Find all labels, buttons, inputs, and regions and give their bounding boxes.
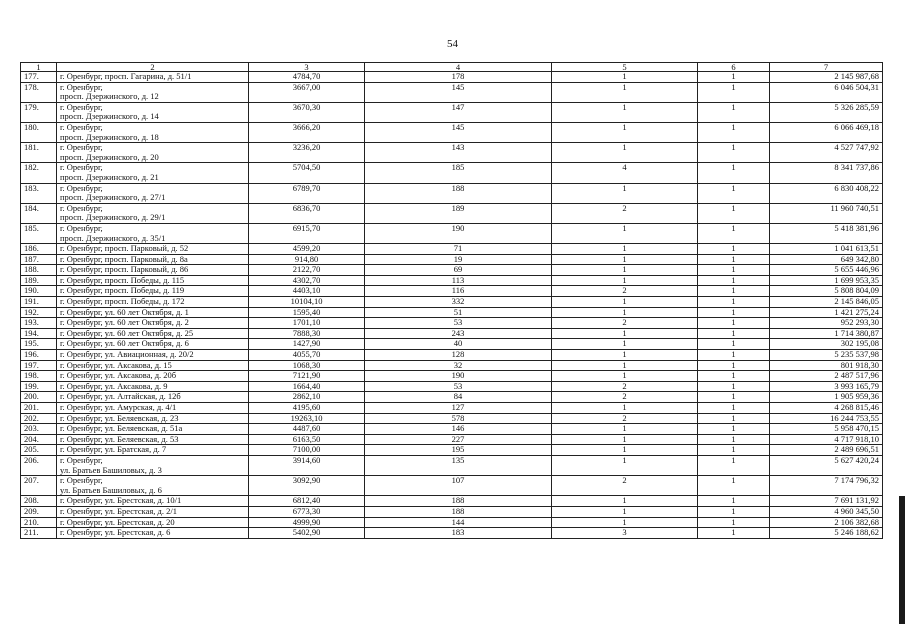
column-4-cell: 147 xyxy=(365,102,552,122)
table-row xyxy=(21,82,883,102)
cost-cell: 7 174 796,32 xyxy=(770,476,883,496)
table-row xyxy=(21,517,883,528)
column-4-cell: 40 xyxy=(365,339,552,350)
column-header: 3 xyxy=(249,63,365,72)
address-cell: г. Оренбург, ул. Аксакова, д. 9 xyxy=(57,381,249,392)
column-5-cell: 1 xyxy=(552,183,698,203)
table-row xyxy=(21,122,883,142)
address-cell: г. Оренбург, просп. Дзержинского, д. 35/1 xyxy=(57,223,249,243)
area-cell: 914,80 xyxy=(249,254,365,265)
column-6-cell: 1 xyxy=(698,163,770,183)
column-6-cell: 1 xyxy=(698,360,770,371)
column-6-cell: 1 xyxy=(698,528,770,539)
address-cell: г. Оренбург, ул. 60 лет Октября, д. 6 xyxy=(57,339,249,350)
address-cell: г. Оренбург, ул. Беляевская, д. 51а xyxy=(57,424,249,435)
row-number-cell: 196. xyxy=(21,350,57,361)
area-cell: 10104,10 xyxy=(249,297,365,308)
column-5-cell: 1 xyxy=(552,339,698,350)
area-cell: 5704,50 xyxy=(249,163,365,183)
column-5-cell: 1 xyxy=(552,307,698,318)
row-number-cell: 201. xyxy=(21,403,57,414)
row-number-cell: 184. xyxy=(21,203,57,223)
address-cell: г. Оренбург, ул. 60 лет Октября, д. 2 xyxy=(57,318,249,329)
column-6-cell: 1 xyxy=(698,381,770,392)
column-number-row xyxy=(21,63,883,72)
cost-cell: 6 046 504,31 xyxy=(770,82,883,102)
address-cell: г. Оренбург, просп. Парковый, д. 8а xyxy=(57,254,249,265)
address-cell: г. Оренбург, ул. Беляевская, д. 53 xyxy=(57,434,249,445)
row-number-cell: 180. xyxy=(21,122,57,142)
table-row xyxy=(21,424,883,435)
table-row xyxy=(21,254,883,265)
row-number-cell: 177. xyxy=(21,72,57,83)
address-cell: г. Оренбург, просп. Дзержинского, д. 29/1 xyxy=(57,203,249,223)
table-row xyxy=(21,403,883,414)
column-5-cell: 1 xyxy=(552,517,698,528)
table-row xyxy=(21,275,883,286)
column-6-cell: 1 xyxy=(698,143,770,163)
column-4-cell: 143 xyxy=(365,143,552,163)
table-row xyxy=(21,223,883,243)
column-6-cell: 1 xyxy=(698,403,770,414)
column-5-cell: 1 xyxy=(552,455,698,475)
column-4-cell: 243 xyxy=(365,328,552,339)
area-cell: 19263,10 xyxy=(249,413,365,424)
cost-cell: 2 106 382,68 xyxy=(770,517,883,528)
column-5-cell: 2 xyxy=(552,476,698,496)
column-5-cell: 1 xyxy=(552,244,698,255)
address-cell: г. Оренбург, ул. Брестская, д. 10/1 xyxy=(57,496,249,507)
area-cell: 7888,30 xyxy=(249,328,365,339)
address-cell: г. Оренбург, ул. 60 лет Октября, д. 1 xyxy=(57,307,249,318)
address-cell: г. Оренбург, ул. Амурская, д. 4/1 xyxy=(57,403,249,414)
column-4-cell: 71 xyxy=(365,244,552,255)
cost-cell: 6 066 469,18 xyxy=(770,122,883,142)
area-cell: 4599,20 xyxy=(249,244,365,255)
page-number: 54 xyxy=(447,38,458,50)
cost-cell: 952 293,30 xyxy=(770,318,883,329)
column-6-cell: 1 xyxy=(698,72,770,83)
row-number-cell: 185. xyxy=(21,223,57,243)
cost-cell: 1 421 275,24 xyxy=(770,307,883,318)
column-6-cell: 1 xyxy=(698,476,770,496)
column-6-cell: 1 xyxy=(698,328,770,339)
column-6-cell: 1 xyxy=(698,183,770,203)
cost-cell: 2 489 696,51 xyxy=(770,445,883,456)
table-row xyxy=(21,350,883,361)
table-body xyxy=(21,72,883,539)
address-cell: г. Оренбург, ул. Брестская, д. 2/1 xyxy=(57,506,249,517)
column-5-cell: 1 xyxy=(552,72,698,83)
table-row xyxy=(21,381,883,392)
column-4-cell: 190 xyxy=(365,371,552,382)
address-cell: г. Оренбург, просп. Гагарина, д. 51/1 xyxy=(57,72,249,83)
column-6-cell: 1 xyxy=(698,122,770,142)
address-cell: г. Оренбург, просп. Победы, д. 172 xyxy=(57,297,249,308)
cost-cell: 1 714 380,87 xyxy=(770,328,883,339)
column-4-cell: 53 xyxy=(365,318,552,329)
column-6-cell: 1 xyxy=(698,339,770,350)
column-4-cell: 127 xyxy=(365,403,552,414)
cost-cell: 4 268 815,46 xyxy=(770,403,883,414)
area-cell: 1664,40 xyxy=(249,381,365,392)
cost-cell: 2 145 846,05 xyxy=(770,297,883,308)
cost-cell: 5 958 470,15 xyxy=(770,424,883,435)
row-number-cell: 190. xyxy=(21,286,57,297)
column-6-cell: 1 xyxy=(698,102,770,122)
column-5-cell: 4 xyxy=(552,163,698,183)
column-5-cell: 1 xyxy=(552,424,698,435)
area-cell: 6915,70 xyxy=(249,223,365,243)
cost-cell: 302 195,08 xyxy=(770,339,883,350)
cost-cell: 5 808 804,09 xyxy=(770,286,883,297)
column-4-cell: 107 xyxy=(365,476,552,496)
address-cell: г. Оренбург, просп. Парковый, д. 86 xyxy=(57,265,249,276)
cost-cell: 3 993 165,79 xyxy=(770,381,883,392)
column-4-cell: 113 xyxy=(365,275,552,286)
row-number-cell: 211. xyxy=(21,528,57,539)
column-6-cell: 1 xyxy=(698,265,770,276)
column-header: 2 xyxy=(57,63,249,72)
cost-cell: 7 691 131,92 xyxy=(770,496,883,507)
row-number-cell: 188. xyxy=(21,265,57,276)
area-cell: 3666,20 xyxy=(249,122,365,142)
table-row xyxy=(21,445,883,456)
area-cell: 4784,70 xyxy=(249,72,365,83)
cost-cell: 2 487 517,96 xyxy=(770,371,883,382)
column-6-cell: 1 xyxy=(698,424,770,435)
area-cell: 6163,50 xyxy=(249,434,365,445)
cost-cell: 5 326 285,59 xyxy=(770,102,883,122)
row-number-cell: 179. xyxy=(21,102,57,122)
column-5-cell: 1 xyxy=(552,434,698,445)
column-4-cell: 145 xyxy=(365,122,552,142)
column-6-cell: 1 xyxy=(698,82,770,102)
address-cell: г. Оренбург, ул. Аксакова, д. 20б xyxy=(57,371,249,382)
area-cell: 3914,60 xyxy=(249,455,365,475)
column-6-cell: 1 xyxy=(698,496,770,507)
column-6-cell: 1 xyxy=(698,445,770,456)
column-header: 7 xyxy=(770,63,883,72)
cost-cell: 649 342,80 xyxy=(770,254,883,265)
column-5-cell: 1 xyxy=(552,328,698,339)
address-cell: г. Оренбург, ул. Алтайская, д. 12б xyxy=(57,392,249,403)
column-6-cell: 1 xyxy=(698,223,770,243)
column-header: 5 xyxy=(552,63,698,72)
column-5-cell: 1 xyxy=(552,350,698,361)
table-row xyxy=(21,297,883,308)
table-row xyxy=(21,371,883,382)
column-header: 4 xyxy=(365,63,552,72)
row-number-cell: 186. xyxy=(21,244,57,255)
column-5-cell: 2 xyxy=(552,381,698,392)
column-4-cell: 185 xyxy=(365,163,552,183)
column-4-cell: 183 xyxy=(365,528,552,539)
address-cell: г. Оренбург, ул. Аксакова, д. 15 xyxy=(57,360,249,371)
row-number-cell: 191. xyxy=(21,297,57,308)
address-cell: г. Оренбург, ул. 60 лет Октября, д. 25 xyxy=(57,328,249,339)
area-cell: 3667,00 xyxy=(249,82,365,102)
address-cell: г. Оренбург, просп. Дзержинского, д. 27/1 xyxy=(57,183,249,203)
column-header: 6 xyxy=(698,63,770,72)
cost-cell: 5 246 188,62 xyxy=(770,528,883,539)
scan-edge-mark xyxy=(899,496,905,624)
row-number-cell: 210. xyxy=(21,517,57,528)
table-row xyxy=(21,286,883,297)
row-number-cell: 207. xyxy=(21,476,57,496)
area-cell: 1595,40 xyxy=(249,307,365,318)
column-6-cell: 1 xyxy=(698,506,770,517)
address-cell: г. Оренбург, ул. Братская, д. 7 xyxy=(57,445,249,456)
address-cell: г. Оренбург, просп. Дзержинского, д. 18 xyxy=(57,122,249,142)
area-cell: 1427,90 xyxy=(249,339,365,350)
column-5-cell: 2 xyxy=(552,318,698,329)
column-4-cell: 135 xyxy=(365,455,552,475)
row-number-cell: 208. xyxy=(21,496,57,507)
table-row xyxy=(21,496,883,507)
table-row xyxy=(21,360,883,371)
row-number-cell: 205. xyxy=(21,445,57,456)
column-5-cell: 1 xyxy=(552,122,698,142)
row-number-cell: 202. xyxy=(21,413,57,424)
housing-register-table xyxy=(20,62,883,539)
address-cell: г. Оренбург, ул. Брестская, д. 20 xyxy=(57,517,249,528)
cost-cell: 2 145 987,68 xyxy=(770,72,883,83)
area-cell: 4055,70 xyxy=(249,350,365,361)
address-cell: г. Оренбург, ул. Брестская, д. 6 xyxy=(57,528,249,539)
column-6-cell: 1 xyxy=(698,371,770,382)
row-number-cell: 209. xyxy=(21,506,57,517)
table-row xyxy=(21,328,883,339)
column-header: 1 xyxy=(21,63,57,72)
area-cell: 5402,90 xyxy=(249,528,365,539)
row-number-cell: 181. xyxy=(21,143,57,163)
row-number-cell: 194. xyxy=(21,328,57,339)
column-6-cell: 1 xyxy=(698,392,770,403)
column-5-cell: 1 xyxy=(552,403,698,414)
column-4-cell: 332 xyxy=(365,297,552,308)
column-6-cell: 1 xyxy=(698,350,770,361)
column-4-cell: 578 xyxy=(365,413,552,424)
column-5-cell: 1 xyxy=(552,506,698,517)
row-number-cell: 192. xyxy=(21,307,57,318)
row-number-cell: 187. xyxy=(21,254,57,265)
area-cell: 4195,60 xyxy=(249,403,365,414)
cost-cell: 4 717 918,10 xyxy=(770,434,883,445)
column-4-cell: 188 xyxy=(365,496,552,507)
table-row xyxy=(21,476,883,496)
column-5-cell: 1 xyxy=(552,143,698,163)
column-4-cell: 189 xyxy=(365,203,552,223)
table-row xyxy=(21,163,883,183)
table-row xyxy=(21,339,883,350)
area-cell: 3670,30 xyxy=(249,102,365,122)
area-cell: 4403,10 xyxy=(249,286,365,297)
column-6-cell: 1 xyxy=(698,297,770,308)
column-5-cell: 1 xyxy=(552,254,698,265)
address-cell: г. Оренбург, просп. Дзержинского, д. 12 xyxy=(57,82,249,102)
row-number-cell: 204. xyxy=(21,434,57,445)
cost-cell: 11 960 740,51 xyxy=(770,203,883,223)
cost-cell: 5 235 537,98 xyxy=(770,350,883,361)
area-cell: 1701,10 xyxy=(249,318,365,329)
column-5-cell: 1 xyxy=(552,82,698,102)
column-4-cell: 146 xyxy=(365,424,552,435)
row-number-cell: 197. xyxy=(21,360,57,371)
row-number-cell: 198. xyxy=(21,371,57,382)
table-row xyxy=(21,528,883,539)
column-4-cell: 19 xyxy=(365,254,552,265)
column-5-cell: 1 xyxy=(552,223,698,243)
column-5-cell: 2 xyxy=(552,413,698,424)
row-number-cell: 193. xyxy=(21,318,57,329)
area-cell: 3236,20 xyxy=(249,143,365,163)
column-6-cell: 1 xyxy=(698,517,770,528)
table-row xyxy=(21,102,883,122)
table-row xyxy=(21,307,883,318)
table-row xyxy=(21,244,883,255)
cost-cell: 1 905 959,36 xyxy=(770,392,883,403)
address-cell: г. Оренбург, ул. Беляевская, д. 23 xyxy=(57,413,249,424)
address-cell: г. Оренбург, ул. Братьев Башиловых, д. 3 xyxy=(57,455,249,475)
area-cell: 7121,90 xyxy=(249,371,365,382)
column-4-cell: 188 xyxy=(365,183,552,203)
column-5-cell: 2 xyxy=(552,203,698,223)
column-5-cell: 3 xyxy=(552,528,698,539)
column-6-cell: 1 xyxy=(698,413,770,424)
table-row xyxy=(21,455,883,475)
column-4-cell: 145 xyxy=(365,82,552,102)
area-cell: 6812,40 xyxy=(249,496,365,507)
cost-cell: 8 341 737,86 xyxy=(770,163,883,183)
area-cell: 4302,70 xyxy=(249,275,365,286)
column-4-cell: 188 xyxy=(365,506,552,517)
row-number-cell: 195. xyxy=(21,339,57,350)
column-4-cell: 84 xyxy=(365,392,552,403)
row-number-cell: 178. xyxy=(21,82,57,102)
column-5-cell: 1 xyxy=(552,445,698,456)
cost-cell: 6 830 408,22 xyxy=(770,183,883,203)
address-cell: г. Оренбург, просп. Победы, д. 115 xyxy=(57,275,249,286)
column-4-cell: 227 xyxy=(365,434,552,445)
address-cell: г. Оренбург, просп. Дзержинского, д. 14 xyxy=(57,102,249,122)
column-5-cell: 1 xyxy=(552,102,698,122)
column-4-cell: 195 xyxy=(365,445,552,456)
cost-cell: 1 041 613,51 xyxy=(770,244,883,255)
table-row xyxy=(21,413,883,424)
column-4-cell: 178 xyxy=(365,72,552,83)
area-cell: 4999,90 xyxy=(249,517,365,528)
row-number-cell: 203. xyxy=(21,424,57,435)
column-4-cell: 51 xyxy=(365,307,552,318)
column-5-cell: 1 xyxy=(552,265,698,276)
table-row xyxy=(21,506,883,517)
column-6-cell: 1 xyxy=(698,434,770,445)
column-6-cell: 1 xyxy=(698,275,770,286)
table-row xyxy=(21,392,883,403)
cost-cell: 5 627 420,24 xyxy=(770,455,883,475)
address-cell: г. Оренбург, просп. Победы, д. 119 xyxy=(57,286,249,297)
column-5-cell: 1 xyxy=(552,371,698,382)
column-5-cell: 1 xyxy=(552,360,698,371)
row-number-cell: 183. xyxy=(21,183,57,203)
address-cell: г. Оренбург, просп. Дзержинского, д. 20 xyxy=(57,143,249,163)
table-row xyxy=(21,183,883,203)
cost-cell: 4 527 747,92 xyxy=(770,143,883,163)
address-cell: г. Оренбург, ул. Авиационная, д. 20/2 xyxy=(57,350,249,361)
area-cell: 2122,70 xyxy=(249,265,365,276)
cost-cell: 5 418 381,96 xyxy=(770,223,883,243)
area-cell: 7100,00 xyxy=(249,445,365,456)
column-6-cell: 1 xyxy=(698,254,770,265)
column-4-cell: 116 xyxy=(365,286,552,297)
area-cell: 1068,30 xyxy=(249,360,365,371)
table-row xyxy=(21,434,883,445)
area-cell: 6773,30 xyxy=(249,506,365,517)
cost-cell: 4 960 345,50 xyxy=(770,506,883,517)
column-6-cell: 1 xyxy=(698,318,770,329)
column-5-cell: 1 xyxy=(552,496,698,507)
row-number-cell: 199. xyxy=(21,381,57,392)
column-4-cell: 144 xyxy=(365,517,552,528)
table-row xyxy=(21,265,883,276)
column-5-cell: 1 xyxy=(552,275,698,286)
column-4-cell: 53 xyxy=(365,381,552,392)
table-row xyxy=(21,72,883,83)
column-6-cell: 1 xyxy=(698,307,770,318)
cost-cell: 801 918,30 xyxy=(770,360,883,371)
column-4-cell: 190 xyxy=(365,223,552,243)
cost-cell: 16 244 753,55 xyxy=(770,413,883,424)
column-5-cell: 2 xyxy=(552,286,698,297)
row-number-cell: 182. xyxy=(21,163,57,183)
address-cell: г. Оренбург, просп. Дзержинского, д. 21 xyxy=(57,163,249,183)
column-6-cell: 1 xyxy=(698,286,770,297)
column-4-cell: 128 xyxy=(365,350,552,361)
address-cell: г. Оренбург, ул. Братьев Башиловых, д. 6 xyxy=(57,476,249,496)
area-cell: 2862,10 xyxy=(249,392,365,403)
column-6-cell: 1 xyxy=(698,455,770,475)
column-6-cell: 1 xyxy=(698,244,770,255)
row-number-cell: 189. xyxy=(21,275,57,286)
row-number-cell: 206. xyxy=(21,455,57,475)
column-4-cell: 69 xyxy=(365,265,552,276)
area-cell: 4487,60 xyxy=(249,424,365,435)
table-row xyxy=(21,143,883,163)
table-row xyxy=(21,203,883,223)
cost-cell: 5 655 446,96 xyxy=(770,265,883,276)
address-cell: г. Оренбург, просп. Парковый, д. 52 xyxy=(57,244,249,255)
column-5-cell: 2 xyxy=(552,392,698,403)
column-6-cell: 1 xyxy=(698,203,770,223)
area-cell: 6836,70 xyxy=(249,203,365,223)
cost-cell: 1 699 953,35 xyxy=(770,275,883,286)
area-cell: 6789,70 xyxy=(249,183,365,203)
row-number-cell: 200. xyxy=(21,392,57,403)
column-5-cell: 1 xyxy=(552,297,698,308)
area-cell: 3092,90 xyxy=(249,476,365,496)
column-4-cell: 32 xyxy=(365,360,552,371)
table-row xyxy=(21,318,883,329)
